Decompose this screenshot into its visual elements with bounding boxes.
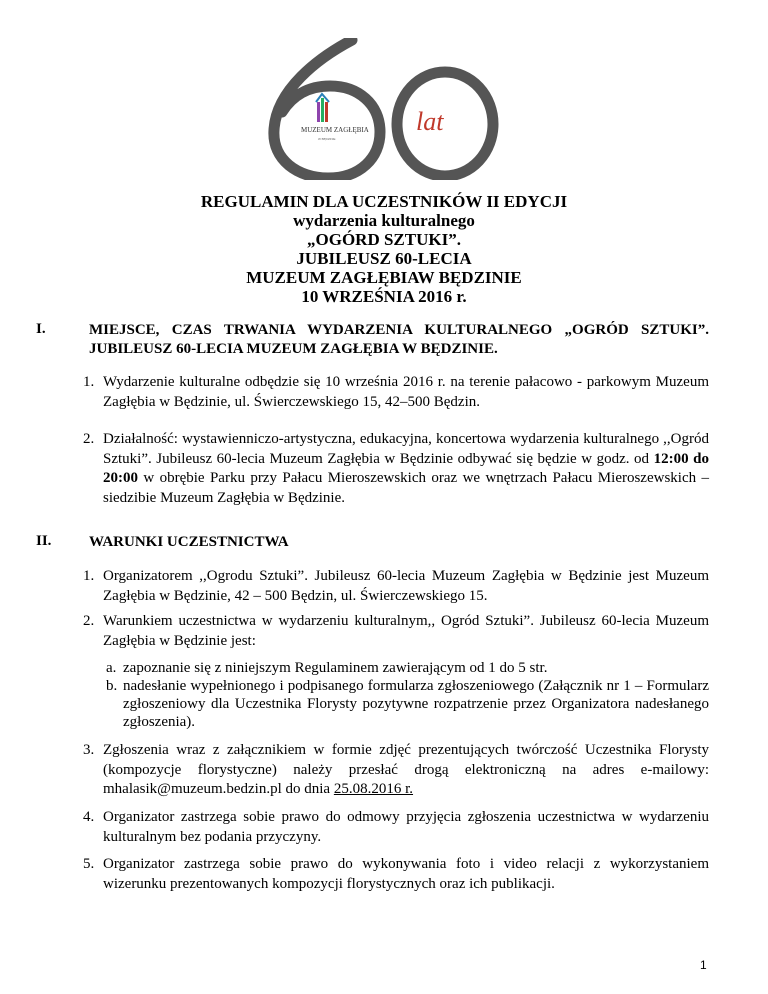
item-text: [103, 741, 709, 800]
item-text-part-a: Zgłoszenia wraz z załącznikiem w formie zdjęć prezentujących twórczość Uczestnika Florysty (kompozycje florystyczne) należy przesłać drogą elektroniczną na adres e-mailowy: mhalasik@muzeum.bedzin.pl do dnia: [103, 742, 709, 797]
event-hours: 12:00 do 20:00: [103, 450, 709, 486]
subitem-letter: a.: [106, 660, 117, 676]
section-2-number: II.: [36, 533, 52, 549]
museum-60-years-logo: [268, 38, 500, 180]
item-number: 2.: [83, 431, 95, 447]
subitem-text: nadesłanie wypełnionego i podpisanego formularza zgłoszeniowego (Załącznik nr 1 – Formularz zgłoszeniowy dla Uczestnika Florysty pozytywne rozpatrzenie przez Organizatora nadesłanego zgłoszenia).: [123, 678, 709, 730]
section-2-item-5: [83, 855, 709, 894]
section-2-item-3: [83, 741, 709, 800]
subitem-text: zapoznanie się z niniejszym Regulaminem zawierającym od 1 do 5 str.: [123, 660, 548, 676]
item-number: 4.: [83, 809, 95, 825]
item-text: Organizator zastrzega sobie prawo do wykonywania foto i video relacji z wykorzystaniem wizerunku prezentowanych kompozycji florystycznych oraz ich publikacji.: [103, 856, 709, 892]
section-2-subitem-a: [106, 659, 709, 677]
page-number: 1: [700, 958, 707, 972]
item-text-part-a: Działalność: wystawienniczo-artystyczna, edukacyjna, koncertowa wydarzenia kulturalnego ,,Ogród Sztuki”. Jubileusz 60-lecia Muzeum Zagłębia w Będzinie odbywać się będzie w godz. od: [103, 431, 709, 467]
title-line-1: REGULAMIN DLA UCZESTNIKÓW II EDYCJI: [200, 192, 568, 211]
item-number: 1.: [83, 568, 95, 584]
section-1-number: I.: [36, 321, 46, 337]
museum-building-icon: [316, 94, 329, 122]
section-1-heading: MIEJSCE, CZAS TRWANIA WYDARZENIA KULTURALNEGO „OGRÓD SZTUKI”. JUBILEUSZ 60-LECIA MUZEUM ZAGŁĘBIA W BĘDZINIE.: [89, 322, 709, 357]
logo-lat-text: lat: [416, 107, 444, 136]
logo-museum-sub: W BĘDZINIE: [318, 137, 336, 141]
item-text-part-b: w obrębie Parku przy Pałacu Mieroszewskich oraz we wnętrzach Pałacu Mieroszewskich – siedzibie Muzeum Zagłębia w Będzinie.: [103, 470, 709, 506]
title-line-3: „OGÓRD SZTUKI”.: [307, 230, 461, 249]
section-2-item-2: [83, 612, 709, 651]
item-number: 1.: [83, 374, 95, 390]
logo-museum-name: MUZEUM ZAGŁĘBIA: [301, 126, 369, 134]
item-text: Organizatorem ,,Ogrodu Sztuki”. Jubileusz 60-lecia Muzeum Zagłębia w Będzinie jest Muzeum Zagłębia w Będzinie, 42 – 500 Będzin, ul. Świerczewskiego 15.: [103, 568, 709, 604]
deadline-date: 25.08.2016 r.: [333, 781, 414, 797]
item-text: [103, 430, 709, 508]
item-text: Wydarzenie kulturalne odbędzie się 10 września 2016 r. na terenie pałacowo - parkowym Muzeum Zagłębia w Będzinie, ul. Świerczewskiego 15, 42–500 Będzin.: [103, 374, 709, 410]
section-2-heading: WARUNKI UCZESTNICTWA: [89, 534, 289, 550]
section-1-item-2: [83, 430, 709, 508]
item-number: 3.: [83, 742, 95, 758]
document-title: [0, 192, 768, 306]
title-line-6: 10 WRZEŚNIA 2016 r.: [301, 287, 467, 306]
item-number: 5.: [83, 856, 95, 872]
section-1-item-1: [83, 373, 709, 412]
item-number: 2.: [83, 613, 95, 629]
section-2-item-1: [83, 567, 709, 606]
subitem-letter: b.: [106, 678, 118, 694]
section-2-item-4: [83, 808, 709, 847]
section-2-subitem-b: [106, 677, 709, 731]
title-line-5: MUZEUM ZAGŁĘBIAW BĘDZINIE: [246, 268, 522, 287]
item-text: Organizator zastrzega sobie prawo do odmowy przyjęcia zgłoszenia uczestnictwa w wydarzeniu kulturalnym bez podania przyczyny.: [103, 809, 709, 845]
item-text: Warunkiem uczestnictwa w wydarzeniu kulturalnym,, Ogród Sztuki”. Jubileusz 60-lecia Muzeum Zagłębia w Będzinie jest:: [103, 613, 709, 649]
title-line-2: wydarzenia kulturalnego: [293, 211, 475, 230]
title-line-4: JUBILEUSZ 60-LECIA: [296, 249, 472, 268]
logo-graphic: [268, 38, 500, 180]
